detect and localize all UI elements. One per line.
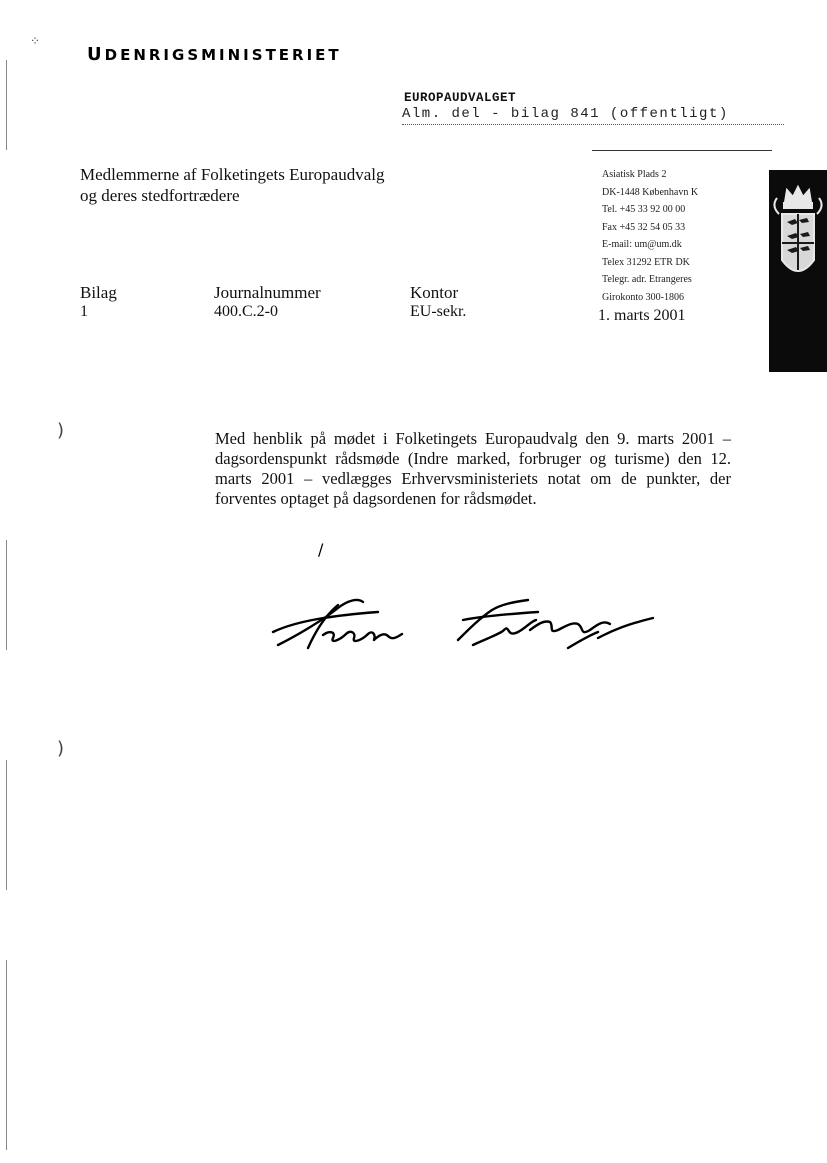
recipient-block [80, 164, 385, 206]
margin-mark: ⁘ [30, 34, 41, 48]
letter-body [215, 429, 731, 509]
sender-telegram: Telegr. adr. Etrangeres [602, 274, 692, 285]
sender-email: E-mail: um@um.dk [602, 239, 682, 250]
sender-tel: Tel. +45 33 92 00 00 [602, 204, 686, 215]
sender-address-block [602, 166, 698, 306]
sender-fax: Fax +45 32 54 05 33 [602, 221, 686, 233]
body-paragraph: Med henblik på mødet i Folketingets Europaudvalg den 9. marts 2001 – dagsordenspunkt rådsmøde (Indre marked, forbruger og turisme) den 12. marts 2001 – vedlægges Erhvervsministeriets notat om de punkter, der forventes optaget på dagsordenen for rådsmødet. [215, 429, 731, 508]
binding-edge-line [6, 760, 7, 890]
bilag-reference: Alm. del - bilag 841 (offentligt) [402, 106, 729, 122]
bilag-value: 1 [80, 303, 88, 320]
address-rule [592, 150, 772, 151]
letter-date: 1. marts 2001 [598, 307, 686, 324]
sender-street: Asiatisk Plads 2 [602, 169, 667, 180]
signature-image [268, 590, 660, 660]
kontor-value: EU-sekr. [410, 303, 467, 320]
ink-mark: / [318, 540, 324, 559]
binding-edge-line [6, 540, 7, 650]
coat-of-arms-sidebar [769, 170, 827, 372]
sender-telex: Telex 31292 ETR DK [602, 256, 690, 268]
bilag-label: Bilag [80, 283, 117, 302]
committee-stamp: EUROPAUDVALGET [404, 91, 517, 105]
ministry-name: UDENRIGSMINISTERIET [87, 44, 342, 65]
sender-giro: Girokonto 300-1806 [602, 291, 684, 303]
journal-label: Journalnummer [214, 283, 321, 302]
journal-value: 400.C.2-0 [214, 303, 278, 320]
punch-hole-mark: ) [57, 420, 65, 441]
coat-of-arms-icon [769, 170, 827, 290]
kontor-label: Kontor [410, 283, 459, 302]
punch-hole-mark: ) [57, 738, 65, 759]
binding-edge-line [6, 60, 7, 150]
stamp-underline [402, 124, 784, 125]
recipient-line: og deres stedfortrædere [80, 186, 240, 205]
binding-edge-line [6, 960, 7, 1150]
recipient-line: Medlemmerne af Folketingets Europaudvalg [80, 165, 385, 184]
sender-postal: DK-1448 København K [602, 186, 699, 198]
